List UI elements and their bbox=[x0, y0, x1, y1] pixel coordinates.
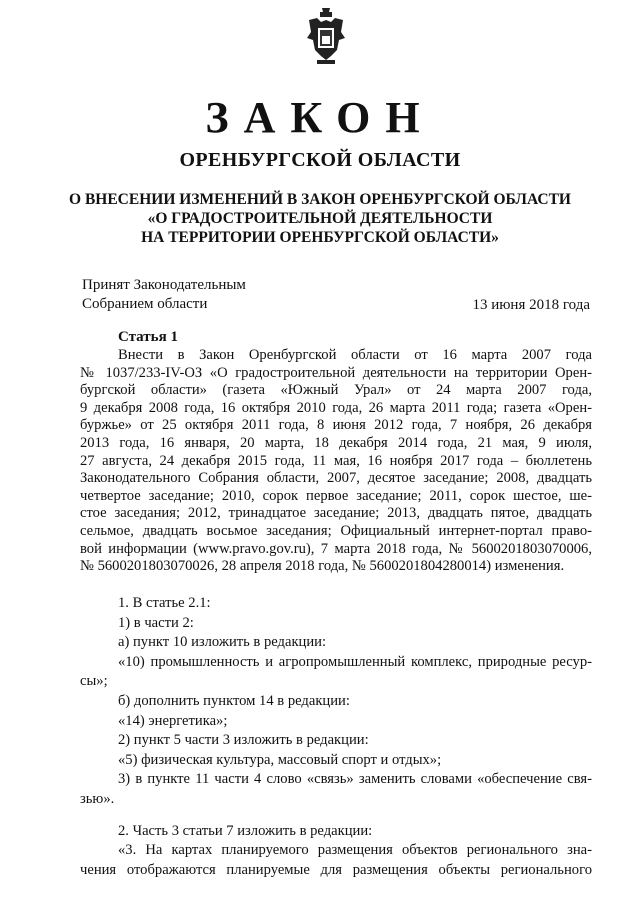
paragraph-line: Законодательного Собрания области, 2007, десятое заседание; 2008, двадцать bbox=[80, 470, 592, 487]
amendments-list bbox=[80, 594, 592, 880]
amendment-item: «5) физическая культура, массовый спорт и отдых»; bbox=[118, 751, 442, 768]
law-subtitle bbox=[0, 190, 640, 247]
coat-of-arms-emblem-icon bbox=[305, 6, 347, 68]
subtitle-line: НА ТЕРРИТОРИИ ОРЕНБУРГСКОЙ ОБЛАСТИ» bbox=[141, 229, 499, 246]
paragraph-line: стое заседания; 2012, тринадцатое заседание; 2013, двадцать пятое, двадцать bbox=[80, 505, 592, 522]
adoption-date: 13 июня 2018 года bbox=[472, 297, 590, 313]
paragraph-line: № 5600201803070026, 28 апреля 2018 года, № 5600201804280014) изменения. bbox=[80, 558, 565, 575]
paragraph-line: бургской области» (газета «Южный Урал» от 24 марта 2007 года, bbox=[80, 382, 592, 399]
amendment-item: «14) энергетика»; bbox=[118, 712, 228, 729]
amendment-item: чения отображаются планируемые для размещения объекты регионального bbox=[80, 861, 592, 878]
paragraph-line: № 1037/233-IV-ОЗ «О градостроительной деятельности на территории Орен- bbox=[80, 364, 592, 381]
amendment-item: «3. На картах планируемого размещения объектов регионального зна- bbox=[118, 842, 592, 859]
amendment-item: 1. В статье 2.1: bbox=[118, 595, 211, 611]
amendment-item: 1) в части 2: bbox=[118, 614, 194, 631]
subtitle-line: О ВНЕСЕНИИ ИЗМЕНЕНИЙ В ЗАКОН ОРЕНБУРГСКОЙ ОБЛАСТИ bbox=[69, 191, 571, 208]
paragraph-line: 2013 года, 16 января, 20 марта, 18 декабря 2014 года, 21 мая, 9 июля, bbox=[80, 434, 592, 451]
paragraph-line: вой информации (www.pravo.gov.ru), 7 марта 2018 года, № 5600201803070006, bbox=[80, 540, 592, 557]
amendment-item: сы»; bbox=[80, 673, 108, 690]
amendment-item: «10) промышленность и агропромышленный комплекс, природные ресур- bbox=[118, 653, 592, 670]
amendment-item: 2. Часть 3 статьи 7 изложить в редакции: bbox=[118, 822, 373, 839]
region-title: ОРЕНБУРГСКОЙ ОБЛАСТИ bbox=[179, 149, 461, 171]
subtitle-line: «О ГРАДОСТРОИТЕЛЬНОЙ ДЕЯТЕЛЬНОСТИ bbox=[147, 210, 493, 227]
article-heading: Статья 1 bbox=[118, 329, 178, 345]
article-paragraph bbox=[80, 347, 592, 576]
adoption-note bbox=[82, 276, 246, 314]
amendment-item: а) пункт 10 изложить в редакции: bbox=[118, 634, 327, 651]
amendment-item: 2) пункт 5 части 3 изложить в редакции: bbox=[118, 732, 369, 749]
adoption-line: Собранием области bbox=[82, 296, 208, 312]
amendment-item: зью». bbox=[80, 790, 115, 807]
paragraph-line: буржье» от 25 октября 2011 года, 8 июня 2012 года, 7 ноября, 26 декабря bbox=[80, 417, 592, 434]
paragraph-line: четвертое заседание; 2010, сорок первое заседание; 2011, сорок шестое, ше- bbox=[80, 487, 592, 504]
paragraph-line: сельмое, двадцать восьмое заседания; Официальный интернет-портал право- bbox=[80, 522, 592, 539]
amendment-item: б) дополнить пунктом 14 в редакции: bbox=[118, 692, 350, 709]
paragraph-line: 9 декабря 2008 года, 16 октября 2010 года, 26 марта 2011 года; газета «Орен- bbox=[80, 399, 592, 416]
amendment-item: 3) в пункте 11 части 4 слово «связь» заменить словами «обеспечение свя- bbox=[118, 771, 592, 788]
document-title: ЗАКОН bbox=[205, 93, 435, 142]
paragraph-line: Внести в Закон Оренбургской области от 16 марта 2007 года bbox=[118, 347, 592, 363]
adoption-line: Принят Законодательным bbox=[82, 277, 246, 293]
paragraph-line: 27 августа, 24 декабря 2015 года, 11 мая, 16 ноября 2017 года – бюллетень bbox=[80, 452, 592, 469]
